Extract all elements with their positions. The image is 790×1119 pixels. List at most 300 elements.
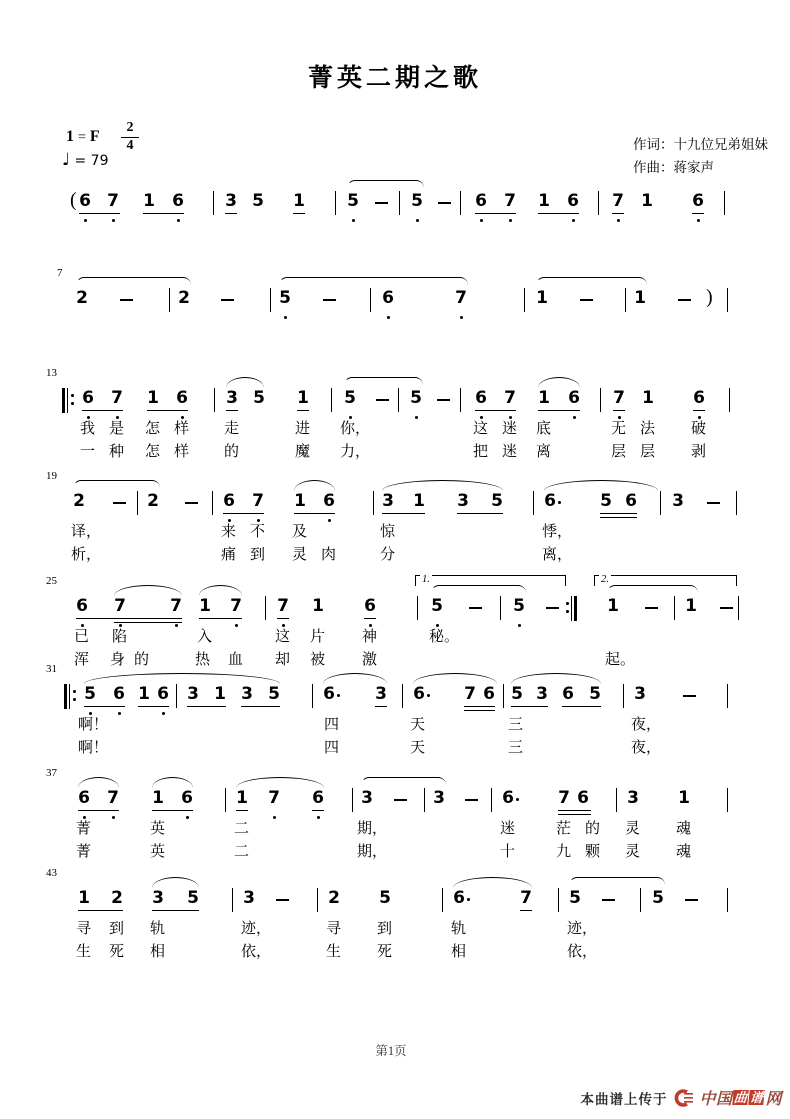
lyric-syllable: 的 (224, 444, 240, 460)
note-digit: 6 (172, 191, 184, 211)
lyric-syllable: 依， (567, 944, 598, 960)
note-digit: 7 (520, 888, 532, 908)
barline (738, 596, 739, 620)
lyric-syllable: 进 (295, 421, 311, 437)
barline (399, 191, 400, 215)
note-digit: 3 (152, 888, 164, 908)
beam-underline (225, 213, 237, 215)
dash-note (469, 607, 482, 609)
lyric-syllable: 死 (377, 944, 393, 960)
lyric-syllable: 却 (275, 652, 291, 668)
note-digit: 5 (187, 888, 199, 908)
lyric-syllable: 你， (340, 421, 371, 437)
note-digit: 1 (642, 388, 654, 408)
note-digit: 3 (382, 491, 394, 511)
note-digit: 6 (78, 788, 90, 808)
octave-dot (349, 416, 352, 419)
note-digit: 2 (111, 888, 123, 908)
lyric-syllable: 期， (357, 844, 388, 860)
lyric-syllable: 层 (611, 444, 627, 460)
lyric-syllable: 灵 (625, 844, 641, 860)
lyric-syllable: 寻 (76, 921, 92, 937)
note-digit: 6 (312, 788, 324, 808)
note-digit: 1 (294, 491, 306, 511)
beam-underline (457, 513, 503, 515)
note-digit: 1 (685, 596, 697, 616)
note-digit: 1 (138, 684, 150, 704)
barline (623, 684, 624, 708)
dash-note (678, 299, 691, 301)
lyric-syllable: 迹， (241, 921, 272, 937)
note-digit: 2 (76, 288, 88, 308)
slur (236, 777, 324, 789)
beam-underline (78, 910, 123, 912)
lyric-syllable: 及 (292, 524, 308, 540)
slur (413, 673, 497, 685)
lyric-syllable: 怎 (145, 444, 161, 460)
note-digit: 6 (625, 491, 637, 511)
dash-note (707, 502, 720, 504)
note-digit: 5 (589, 684, 601, 704)
lyric-syllable: 夜， (631, 740, 662, 756)
lyric-syllable: 轨 (451, 921, 467, 937)
lyric-syllable: 把 (473, 444, 489, 460)
measure-number: 13 (46, 367, 57, 379)
barline (270, 288, 271, 312)
barline (503, 684, 504, 708)
measure-number: 19 (46, 470, 57, 482)
note-digit: 1 (678, 788, 690, 808)
site-name-part: 网 (765, 1091, 782, 1108)
lyric-syllable: 起。 (605, 652, 636, 668)
note-digit: 6 (693, 388, 705, 408)
note-digit: 7 (170, 596, 182, 616)
note-digit: 6 (181, 788, 193, 808)
beam-underline (613, 410, 625, 412)
barline (402, 684, 403, 708)
octave-dot (273, 816, 276, 819)
note-digit: 6 (323, 491, 335, 511)
lyric-syllable: 的 (134, 652, 150, 668)
barline (176, 684, 177, 708)
lyric-syllable: 秘。 (429, 629, 460, 645)
beam-underline (600, 517, 637, 519)
note-digit: 2 (328, 888, 340, 908)
lyric-syllable: 激 (362, 652, 378, 668)
octave-dot (352, 219, 355, 222)
note-digit: 5 (431, 596, 443, 616)
note-digit: 3 (243, 888, 255, 908)
tempo-value: = 79 (74, 153, 109, 169)
slur (226, 377, 264, 389)
beam-underline (241, 706, 280, 708)
beam-underline (692, 213, 704, 215)
lyric-syllable: 入 (197, 629, 213, 645)
lyric-syllable: 四 (324, 717, 340, 733)
octave-dot (387, 316, 390, 319)
lyric-syllable: 十 (500, 844, 516, 860)
lyric-syllable: 离 (536, 444, 552, 460)
beam-underline (600, 513, 637, 515)
barline (660, 491, 661, 515)
note-digit: 3 (226, 388, 238, 408)
watermark (580, 1086, 782, 1109)
lyric-syllable: 片 (310, 629, 326, 645)
barline (232, 888, 233, 912)
note-digit: 6 (413, 684, 425, 704)
lyric-syllable: 层 (640, 444, 656, 460)
note-digit: 7 (107, 191, 119, 211)
barline (491, 788, 492, 812)
octave-dot (118, 712, 121, 715)
lyric-syllable: 相 (451, 944, 467, 960)
lyric-syllable: 英 (150, 821, 166, 837)
slur (538, 377, 580, 389)
octave-dot (177, 219, 180, 222)
measure-number: 25 (46, 575, 57, 587)
note-digit: 7 (107, 788, 119, 808)
barline (600, 388, 601, 412)
repeat-sign (64, 684, 80, 709)
note-digit: 7 (277, 596, 289, 616)
lyric-syllable: 译， (71, 524, 102, 540)
octave-dot (573, 416, 576, 419)
lyric-syllable: 肉 (321, 547, 337, 563)
lyric-syllable: 魔 (295, 444, 311, 460)
note-digit: 7 (114, 596, 126, 616)
note-digit: 5 (344, 388, 356, 408)
note-digit: 7 (504, 388, 516, 408)
note-digit: 2 (178, 288, 190, 308)
octave-dot (369, 624, 372, 627)
octave-dot (698, 416, 701, 419)
beam-underline (511, 706, 548, 708)
note-digit: 1 (143, 191, 155, 211)
measure-number: 31 (46, 663, 57, 675)
note-digit: 1 (297, 388, 309, 408)
note-digit: 6 (176, 388, 188, 408)
note-digit: 1 (312, 596, 324, 616)
octave-dot (181, 416, 184, 419)
barline (373, 491, 374, 515)
dash-note (602, 899, 615, 901)
beam-underline (475, 213, 516, 215)
barline (727, 684, 728, 708)
slur (73, 480, 160, 490)
octave-dot (697, 219, 700, 222)
beam-underline (84, 706, 125, 708)
lyric-syllable: 样 (174, 421, 190, 437)
octave-dot (228, 519, 231, 522)
octave-dot (112, 219, 115, 222)
barline (225, 788, 226, 812)
lyric-syllable: 析， (71, 547, 102, 563)
octave-dot (509, 416, 512, 419)
lyric-syllable: 生 (76, 944, 92, 960)
note-digit: 2 (147, 491, 159, 511)
beam-underline (293, 213, 305, 215)
augmentation-dot (516, 798, 519, 801)
slur (544, 480, 658, 492)
beam-underline (236, 810, 248, 812)
octave-dot (235, 624, 238, 627)
barline (331, 388, 332, 412)
beam-underline (297, 410, 309, 412)
dash-note (437, 399, 450, 401)
slur (279, 277, 468, 287)
barline (616, 788, 617, 812)
lyric-syllable: 英 (150, 844, 166, 860)
lyric-syllable: 走 (224, 421, 240, 437)
beam-underline (143, 213, 184, 215)
note-digit: 6 (323, 684, 335, 704)
slur (152, 777, 193, 789)
note-digit: 1 (152, 788, 164, 808)
lyric-syllable: 惊 (380, 524, 396, 540)
note-digit: 5 (569, 888, 581, 908)
lyric-syllable: 悸， (542, 524, 573, 540)
site-name (699, 1086, 782, 1109)
site-name-tile: 曲 (733, 1090, 749, 1105)
note-digit: 6 (113, 684, 125, 704)
beam-underline (79, 213, 120, 215)
note-digit: 3 (627, 788, 639, 808)
volta-bracket: 1. (415, 575, 566, 586)
song-title: 菁英二期之歌 (307, 65, 482, 92)
note-digit: 1 (78, 888, 90, 908)
barline (524, 288, 525, 312)
barline (370, 288, 371, 312)
dash-note (120, 299, 133, 301)
octave-dot (119, 624, 122, 627)
measure-number: 37 (46, 767, 57, 779)
lyric-syllable: 二 (234, 844, 250, 860)
note-digit: 1 (147, 388, 159, 408)
slur (78, 777, 119, 789)
note-digit: 6 (364, 596, 376, 616)
octave-dot (162, 712, 165, 715)
measure-number: 7 (57, 267, 63, 279)
barline (727, 888, 728, 912)
barline (460, 388, 461, 412)
barline (442, 888, 443, 912)
lyric-syllable: 一 (80, 444, 96, 460)
barline (335, 191, 336, 215)
barline (500, 596, 501, 620)
lyric-syllable: 力， (340, 444, 371, 460)
time-numerator: 2 (126, 120, 134, 135)
watermark-text: 本曲谱上传于 (580, 1091, 668, 1107)
barline (265, 596, 266, 620)
barline (724, 191, 725, 215)
barline (460, 191, 461, 215)
dash-note (276, 899, 289, 901)
note-digit: 1 (634, 288, 646, 308)
music-site-logo-icon (672, 1088, 694, 1108)
lyric-syllable: 神 (362, 629, 378, 645)
barline (736, 491, 737, 515)
note-digit: 3 (672, 491, 684, 511)
lyricist-credit: 作词：十九位兄弟姐妹 (633, 137, 768, 152)
barline (674, 596, 675, 620)
quarter-note-icon: ♩ (62, 150, 71, 170)
octave-dot (284, 316, 287, 319)
barline (729, 388, 730, 412)
note-digit: 7 (230, 596, 242, 616)
note-digit: 6 (382, 288, 394, 308)
lyric-syllable: 三 (508, 740, 524, 756)
beam-underline (538, 213, 579, 215)
lyric-syllable: 夜， (631, 717, 662, 733)
note-digit: 6 (157, 684, 169, 704)
lyric-syllable: 来 (221, 524, 237, 540)
octave-dot (87, 416, 90, 419)
slur (152, 877, 199, 889)
dash-note (376, 399, 389, 401)
barline (727, 288, 728, 312)
lyric-syllable: 相 (150, 944, 166, 960)
lyric-syllable: 不 (250, 524, 266, 540)
barline (640, 888, 641, 912)
octave-dot (282, 624, 285, 627)
note-digit: 1 (641, 191, 653, 211)
octave-dot (415, 416, 418, 419)
site-name-tile: 谱 (749, 1090, 765, 1105)
slur (114, 585, 182, 597)
beam-underline (364, 618, 376, 620)
slur (361, 777, 446, 787)
note-digit: 7 (464, 684, 476, 704)
volta-bracket: 2. (594, 575, 737, 586)
lyric-syllable: 灵 (625, 821, 641, 837)
note-digit: 5 (252, 191, 264, 211)
note-digit: 1 (413, 491, 425, 511)
lyric-syllable: 茫 (556, 821, 572, 837)
beam-underline (277, 618, 289, 620)
note-digit: 6 (223, 491, 235, 511)
barline (558, 888, 559, 912)
slur (323, 673, 387, 685)
barline (598, 191, 599, 215)
beam-underline (312, 810, 324, 812)
key-value: F (89, 128, 100, 145)
key-equals: = (78, 130, 86, 145)
note-digit: 6 (79, 191, 91, 211)
beam-underline (464, 706, 495, 708)
note-digit: 3 (225, 191, 237, 211)
beam-underline (612, 213, 624, 215)
octave-dot (518, 624, 521, 627)
note-digit: 7 (613, 388, 625, 408)
note-digit: 3 (375, 684, 387, 704)
dash-note (113, 502, 126, 504)
lyric-syllable: 剥 (691, 444, 707, 460)
beam-underline (187, 706, 226, 708)
note-digit: 6 (82, 388, 94, 408)
lyric-syllable: 天 (410, 740, 426, 756)
beam-underline (382, 513, 425, 515)
octave-dot (257, 519, 260, 522)
note-digit: 1 (214, 684, 226, 704)
lyric-syllable: 灵 (292, 547, 308, 563)
lyric-syllable: 分 (380, 547, 396, 563)
beam-underline (538, 410, 580, 412)
note-digit: 7 (504, 191, 516, 211)
note-digit: 3 (457, 491, 469, 511)
lyric-syllable: 是 (109, 421, 125, 437)
octave-dot (480, 219, 483, 222)
barline (424, 788, 425, 812)
lyric-syllable: 寻 (326, 921, 342, 937)
note-digit: 5 (600, 491, 612, 511)
note-digit: 6 (692, 191, 704, 211)
lyric-syllable: 菁 (76, 821, 92, 837)
slur (344, 377, 423, 387)
dash-note (685, 899, 698, 901)
note-digit: 6 (76, 596, 88, 616)
note-digit: 1 (536, 288, 548, 308)
octave-dot (460, 316, 463, 319)
note-digit: 3 (187, 684, 199, 704)
composer-credit: 作曲：蒋家声 (633, 160, 714, 175)
beam-underline (558, 814, 591, 816)
barline (417, 596, 418, 620)
note-digit: 5 (652, 888, 664, 908)
note-digit: 3 (634, 684, 646, 704)
barline (212, 491, 213, 515)
note-digit: 5 (513, 596, 525, 616)
octave-dot (416, 219, 419, 222)
lyric-syllable: 迹， (567, 921, 598, 937)
lyric-syllable: 死 (109, 944, 125, 960)
lyric-syllable: 期， (357, 821, 388, 837)
note-digit: 5 (253, 388, 265, 408)
lyric-syllable: 魂 (676, 821, 692, 837)
lyric-syllable: 痛 (221, 547, 237, 563)
beam-underline (76, 618, 182, 620)
note-digit: 7 (455, 288, 467, 308)
lyric-syllable: 陷 (112, 629, 128, 645)
note-digit: 5 (268, 684, 280, 704)
slur (76, 277, 191, 287)
dash-note (221, 299, 234, 301)
lyric-syllable: 迷 (500, 821, 516, 837)
dash-note (580, 299, 593, 301)
barline (213, 191, 214, 215)
barline (312, 684, 313, 708)
beam-underline (114, 622, 182, 624)
beam-underline (294, 513, 335, 515)
barline (398, 388, 399, 412)
augmentation-dot (337, 694, 340, 697)
note-digit: 5 (511, 684, 523, 704)
slur (347, 180, 424, 190)
lyric-syllable: 这 (275, 629, 291, 645)
note-digit: 7 (252, 491, 264, 511)
dash-note (375, 202, 388, 204)
barline (169, 288, 170, 312)
note-digit: 1 (538, 388, 550, 408)
key-prefix: 1 (66, 128, 74, 145)
lyric-syllable: 法 (640, 421, 656, 437)
repeat-sign (566, 596, 582, 621)
slur (84, 673, 280, 685)
note-digit: 6 (562, 684, 574, 704)
site-name-part: 中国 (699, 1091, 733, 1108)
note-digit: 5 (84, 684, 96, 704)
dash-note (438, 202, 451, 204)
octave-dot (112, 816, 115, 819)
